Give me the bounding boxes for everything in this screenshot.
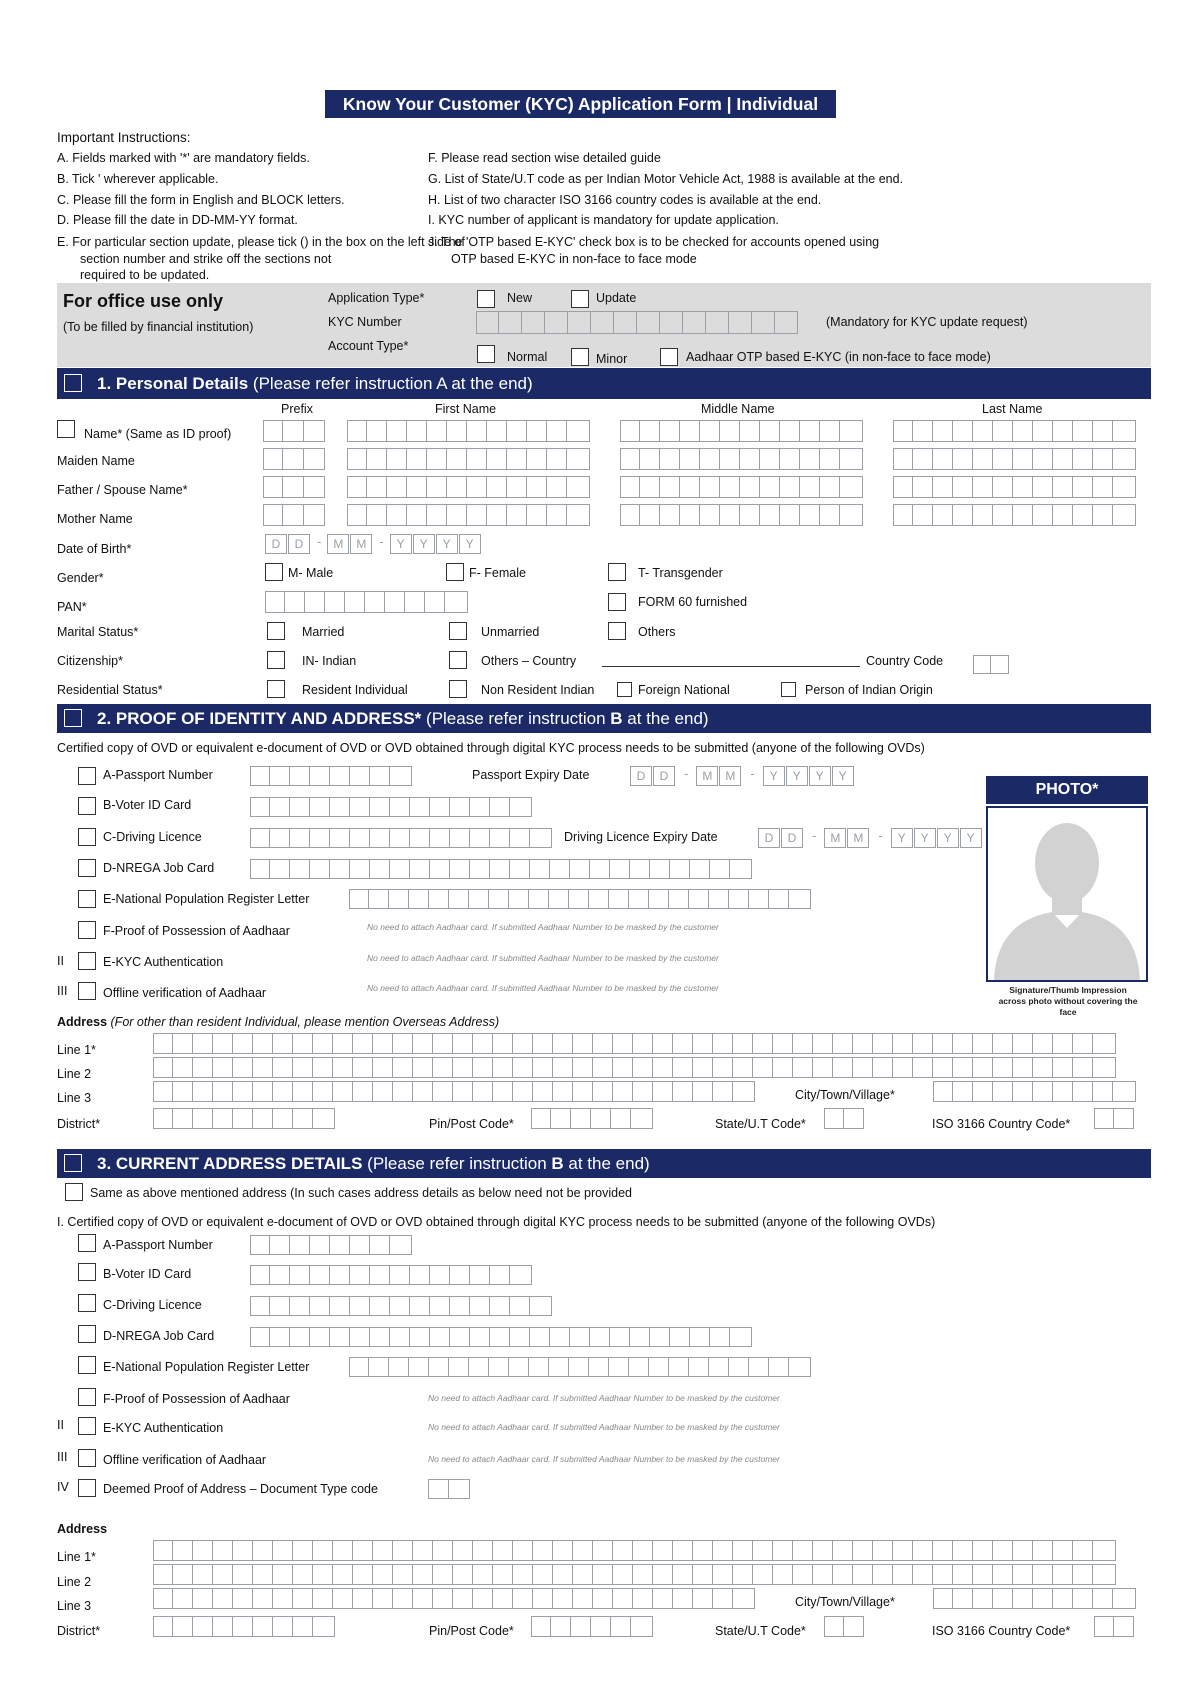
section2-title: 2. PROOF OF IDENTITY AND ADDRESS*: [97, 709, 422, 728]
pio-label: Person of Indian Origin: [805, 683, 933, 697]
npr-checkbox[interactable]: [78, 890, 96, 908]
foreign-national-label: Foreign National: [638, 683, 730, 697]
name-middle-input[interactable]: [620, 420, 863, 442]
instructions-heading: Important Instructions:: [57, 130, 191, 145]
driving-licence-checkbox[interactable]: [78, 828, 96, 846]
driving-licence-input-sec3[interactable]: [250, 1296, 552, 1316]
driving-expiry-day-2: D: [781, 828, 803, 848]
iso-label-sec2: ISO 3166 Country Code*: [932, 1117, 1071, 1131]
npr-input-sec3[interactable]: [349, 1357, 811, 1377]
instruction-e-line2: section number and strike off the sections not: [80, 252, 332, 266]
transgender-label: T- Transgender: [638, 566, 723, 580]
offline-note: No need to attach Aadhaar card. If submitted Aadhaar Number to be masked by the customer: [367, 983, 719, 993]
driving-expiry-input[interactable]: D D - M M - Y Y Y Y: [758, 828, 983, 848]
passport-expiry-year-2: Y: [786, 766, 808, 786]
dob-day-2: D: [288, 534, 310, 554]
pan-label: PAN*: [57, 600, 87, 614]
passport-checkbox-sec3[interactable]: [78, 1234, 96, 1252]
driving-expiry-year-3: Y: [937, 828, 959, 848]
state-label-sec2: State/U.T Code*: [715, 1117, 806, 1131]
others-country-label: Others – Country: [481, 654, 577, 668]
instruction-e: E. For particular section update, please tick () in the box on the left side of: [57, 235, 465, 249]
aadhaar-possession-label-sec3: F-Proof of Possession of Aadhaar: [103, 1392, 290, 1406]
male-checkbox[interactable]: [265, 563, 283, 581]
indian-label: IN- Indian: [302, 654, 357, 668]
aadhaar-possession-label: F-Proof of Possession of Aadhaar: [103, 924, 290, 938]
driving-licence-label-sec3: C-Driving Licence: [103, 1298, 202, 1312]
city-input-sec2[interactable]: [933, 1081, 1136, 1102]
pin-input-sec3[interactable]: [531, 1616, 653, 1637]
roman-iv-label: IV: [57, 1480, 69, 1494]
offline-verification-label: Offline verification of Aadhaar: [103, 986, 267, 1000]
offline-verification-checkbox[interactable]: [78, 982, 96, 1000]
passport-number-input[interactable]: [250, 766, 412, 786]
unmarried-checkbox[interactable]: [449, 622, 467, 640]
section2-note-pre: (Please refer instruction: [426, 709, 611, 728]
kyc-mandatory-note: (Mandatory for KYC update request): [826, 315, 1028, 329]
married-checkbox[interactable]: [267, 622, 285, 640]
mother-first-input[interactable]: [347, 504, 590, 526]
driving-expiry-label: Driving Licence Expiry Date: [564, 830, 718, 844]
section3-note-post: at the end): [563, 1154, 650, 1173]
passport-expiry-year-1: Y: [763, 766, 785, 786]
section1-header: [57, 368, 1151, 399]
col-first-name: First Name: [435, 402, 497, 416]
foreign-national-checkbox[interactable]: [617, 682, 632, 697]
offline-note-sec3: No need to attach Aadhaar card. If submitted Aadhaar Number to be masked by the customer: [428, 1454, 780, 1464]
dob-year-3: Y: [436, 534, 458, 554]
mother-name-label: Mother Name: [57, 512, 133, 526]
voter-id-input-sec3[interactable]: [250, 1265, 532, 1285]
driving-expiry-month-1: M: [824, 828, 846, 848]
maiden-first-input[interactable]: [347, 448, 590, 470]
driving-expiry-year-1: Y: [891, 828, 913, 848]
same-as-above-checkbox[interactable]: [65, 1183, 83, 1201]
line2-label-sec2: Line 2: [57, 1067, 92, 1081]
address-label-sec2: [57, 1015, 499, 1029]
name-prefix-input[interactable]: [263, 420, 325, 442]
pin-label-sec2: Pin/Post Code*: [429, 1117, 514, 1131]
nrega-input-sec3[interactable]: [250, 1327, 752, 1347]
father-first-input[interactable]: [347, 476, 590, 498]
col-prefix: Prefix: [281, 402, 313, 416]
nri-checkbox[interactable]: [449, 680, 467, 698]
aadhaar-possession-note-sec3: No need to attach Aadhaar card. If submitted Aadhaar Number to be masked by the customer: [428, 1393, 780, 1403]
father-spouse-label: Father / Spouse Name*: [57, 483, 188, 497]
ekyc-label: E-KYC Authentication: [103, 955, 224, 969]
normal-checkbox[interactable]: [477, 345, 495, 363]
passport-expiry-month-2: M: [719, 766, 741, 786]
passport-label: A-Passport Number: [103, 768, 213, 782]
residential-status-label: Residential Status*: [57, 683, 163, 697]
section1-title: 1. Personal Details: [97, 374, 249, 393]
state-input-sec3[interactable]: [824, 1616, 864, 1637]
name-first-input[interactable]: [347, 420, 590, 442]
section2-note-b: B: [610, 709, 623, 728]
line1-label-sec2: Line 1*: [57, 1043, 96, 1057]
iso-input-sec2[interactable]: [1094, 1108, 1134, 1129]
col-last-name: Last Name: [982, 402, 1043, 416]
section3-header: [57, 1149, 1151, 1178]
gender-label: Gender*: [57, 571, 104, 585]
npr-checkbox-sec3[interactable]: [78, 1356, 96, 1374]
married-label: Married: [302, 625, 345, 639]
pin-input-sec2[interactable]: [531, 1108, 653, 1129]
marital-status-label: Marital Status*: [57, 625, 139, 639]
kyc-number-label: KYC Number: [328, 315, 402, 329]
update-label: Update: [596, 291, 637, 305]
offline-verification-checkbox-sec3[interactable]: [78, 1449, 96, 1467]
maiden-name-label: Maiden Name: [57, 454, 135, 468]
indian-checkbox[interactable]: [267, 651, 285, 669]
photo-header: PHOTO*: [986, 776, 1148, 804]
npr-label-sec3: E-National Population Register Letter: [103, 1360, 310, 1374]
section3-checkbox[interactable]: [64, 1154, 82, 1172]
offline-verification-label-sec3: Offline verification of Aadhaar: [103, 1453, 267, 1467]
ekyc-note-sec3: No need to attach Aadhaar card. If submitted Aadhaar Number to be masked by the customer: [428, 1422, 780, 1432]
citizenship-label: Citizenship*: [57, 654, 124, 668]
minor-checkbox[interactable]: [571, 348, 589, 366]
line1-label-sec3: Line 1*: [57, 1550, 96, 1564]
aadhaar-possession-note: No need to attach Aadhaar card. If submitted Aadhaar Number to be masked by the customer: [367, 922, 719, 932]
dob-year-4: Y: [459, 534, 481, 554]
section2-header: [57, 704, 1151, 733]
section2-certified: Certified copy of OVD or equivalent e-document of OVD or OVD obtained through digital KYC process needs to be submitted (anyone of the following OVDs): [57, 741, 925, 755]
others-country-checkbox[interactable]: [449, 651, 467, 669]
city-label-sec3: City/Town/Village*: [795, 1595, 895, 1609]
passport-expiry-input[interactable]: D D - M M - Y Y Y Y: [630, 766, 855, 786]
office-heading: For office use only: [63, 291, 224, 311]
dob-month-2: M: [350, 534, 372, 554]
line2-label-sec3: Line 2: [57, 1575, 92, 1589]
aadhaar-otp-label: Aadhaar OTP based E-KYC (in non-face to face mode): [686, 350, 991, 364]
passport-expiry-month-1: M: [696, 766, 718, 786]
instruction-c: C. Please fill the form in English and BLOCK letters.: [57, 193, 345, 207]
form-title: Know Your Customer (KYC) Application Form | Individual: [325, 90, 836, 118]
ekyc-checkbox[interactable]: [78, 952, 96, 970]
line3-label-sec2: Line 3: [57, 1091, 92, 1105]
dob-input[interactable]: D D - M M - Y Y Y Y: [265, 534, 482, 554]
unmarried-label: Unmarried: [481, 625, 540, 639]
voter-id-checkbox[interactable]: [78, 797, 96, 815]
roman-iii-label: III: [57, 984, 68, 998]
pan-input[interactable]: [265, 591, 468, 613]
roman-iii-label-sec3: III: [57, 1450, 68, 1464]
driving-expiry-month-2: M: [847, 828, 869, 848]
section2-checkbox[interactable]: [64, 709, 82, 727]
line2-input-sec3[interactable]: [153, 1564, 1136, 1585]
section3-title: 3. CURRENT ADDRESS DETAILS: [97, 1154, 363, 1173]
marital-others-label: Others: [638, 625, 676, 639]
state-label-sec3: State/U.T Code*: [715, 1624, 806, 1638]
line1-input-sec3[interactable]: [153, 1540, 1136, 1561]
line3-input-sec2[interactable]: [153, 1081, 755, 1102]
iso-label-sec3: ISO 3166 Country Code*: [932, 1624, 1071, 1638]
marital-others-checkbox[interactable]: [608, 622, 626, 640]
maiden-last-input[interactable]: [893, 448, 1136, 470]
section1-note: (Please refer instruction A at the end): [252, 374, 533, 393]
npr-label: E-National Population Register Letter: [103, 892, 310, 906]
instruction-g: G. List of State/U.T code as per Indian Motor Vehicle Act, 1988 is available at the end.: [428, 172, 904, 186]
passport-expiry-year-4: Y: [832, 766, 854, 786]
deemed-poa-label: Deemed Proof of Address – Document Type code: [103, 1482, 378, 1496]
dob-month-1: M: [327, 534, 349, 554]
instruction-i: I. KYC number of applicant is mandatory for update application.: [428, 213, 779, 227]
instruction-b: B. Tick ' wherever applicable.: [57, 172, 219, 186]
passport-expiry-label: Passport Expiry Date: [472, 768, 590, 782]
female-label: F- Female: [469, 566, 526, 580]
male-label: M- Male: [288, 566, 334, 580]
ekyc-checkbox-sec3[interactable]: [78, 1417, 96, 1435]
normal-label: Normal: [507, 350, 548, 364]
photo-caption: Signature/Thumb Impression across photo without covering the face: [998, 985, 1138, 1017]
passport-label-sec3: A-Passport Number: [103, 1238, 213, 1252]
mother-middle-input[interactable]: [620, 504, 863, 526]
instruction-j: J. The 'OTP based E-KYC' check box is to be checked for accounts opened using: [428, 235, 880, 249]
district-label-sec3: District*: [57, 1624, 101, 1638]
nrega-checkbox[interactable]: [78, 859, 96, 877]
form60-checkbox[interactable]: [608, 593, 626, 611]
office-subheading: (To be filled by financial institution): [63, 320, 254, 334]
address-heading-sec2: Address: [57, 1015, 108, 1029]
same-as-above-label: Same as above mentioned address (In such cases address details as below need not be provided: [90, 1186, 632, 1200]
ekyc-label-sec3: E-KYC Authentication: [103, 1421, 224, 1435]
resident-checkbox[interactable]: [267, 680, 285, 698]
aadhaar-possession-checkbox[interactable]: [78, 921, 96, 939]
passport-expiry-day-1: D: [630, 766, 652, 786]
new-checkbox[interactable]: [477, 290, 495, 308]
country-code-label: Country Code: [866, 654, 944, 668]
address-heading-sec3: Address: [57, 1522, 108, 1536]
deemed-poa-checkbox[interactable]: [78, 1479, 96, 1497]
female-checkbox[interactable]: [446, 563, 464, 581]
photo-box[interactable]: [986, 806, 1148, 982]
update-checkbox[interactable]: [571, 290, 589, 308]
maiden-prefix-input[interactable]: [263, 448, 325, 470]
address-note-sec2: (For other than resident Individual, please mention Overseas Address): [110, 1015, 500, 1029]
instruction-a: A. Fields marked with '*' are mandatory fields.: [57, 151, 310, 165]
father-middle-input[interactable]: [620, 476, 863, 498]
section3-note-b: B: [551, 1154, 564, 1173]
driving-expiry-year-4: Y: [960, 828, 982, 848]
district-label-sec2: District*: [57, 1117, 101, 1131]
roman-ii-label-sec3: II: [57, 1418, 64, 1432]
passport-expiry-year-3: Y: [809, 766, 831, 786]
nrega-checkbox-sec3[interactable]: [78, 1325, 96, 1343]
npr-input[interactable]: [349, 889, 811, 909]
section1-checkbox[interactable]: [64, 374, 82, 392]
roman-ii-label: II: [57, 954, 64, 968]
person-silhouette-icon: [988, 808, 1146, 980]
section3-note-pre: (Please refer instruction: [367, 1154, 552, 1173]
line3-label-sec3: Line 3: [57, 1599, 92, 1613]
instruction-h: H. List of two character ISO 3166 country codes is available at the end.: [428, 193, 822, 207]
nri-label: Non Resident Indian: [481, 683, 595, 697]
form60-label: FORM 60 furnished: [638, 595, 748, 609]
instruction-j-line2: OTP based E-KYC in non-face to face mode: [451, 252, 697, 266]
account-type-label: Account Type*: [328, 339, 409, 353]
mother-last-input[interactable]: [893, 504, 1136, 526]
name-label: Name* (Same as ID proof): [84, 427, 232, 441]
col-middle-name: Middle Name: [701, 402, 775, 416]
voter-id-label-sec3: B-Voter ID Card: [103, 1267, 192, 1281]
minor-label: Minor: [596, 352, 628, 366]
city-input-sec3[interactable]: [933, 1588, 1136, 1609]
driving-licence-input[interactable]: [250, 828, 552, 848]
line1-input-sec2[interactable]: [153, 1033, 1136, 1054]
pio-checkbox[interactable]: [781, 682, 796, 697]
section2-note-post: at the end): [622, 709, 709, 728]
iso-input-sec3[interactable]: [1094, 1616, 1134, 1637]
instruction-e-line3: required to be updated.: [80, 268, 210, 282]
ekyc-note: No need to attach Aadhaar card. If submitted Aadhaar Number to be masked by the customer: [367, 953, 719, 963]
voter-id-label: B-Voter ID Card: [103, 798, 192, 812]
deemed-poa-code-input[interactable]: [428, 1479, 470, 1499]
state-input-sec2[interactable]: [824, 1108, 864, 1129]
application-type-label: Application Type*: [328, 291, 425, 305]
section3-certified: I. Certified copy of OVD or equivalent e-document of OVD or OVD obtained through digital KYC process needs to be submitted (anyone of the following OVDs): [57, 1215, 936, 1229]
instruction-d: D. Please fill the date in DD-MM-YY format.: [57, 213, 298, 227]
line2-input-sec2[interactable]: [153, 1057, 1136, 1078]
instruction-f: F. Please read section wise detailed guide: [428, 151, 661, 165]
driving-licence-checkbox-sec3[interactable]: [78, 1294, 96, 1312]
district-input-sec2[interactable]: [153, 1108, 335, 1129]
others-country-input[interactable]: [602, 666, 860, 667]
maiden-middle-input[interactable]: [620, 448, 863, 470]
father-prefix-input[interactable]: [263, 476, 325, 498]
nrega-label-sec3: D-NREGA Job Card: [103, 1329, 215, 1343]
new-label: New: [507, 291, 533, 305]
transgender-checkbox[interactable]: [608, 563, 626, 581]
aadhaar-possession-checkbox-sec3[interactable]: [78, 1388, 96, 1406]
name-last-input[interactable]: [893, 420, 1136, 442]
country-code-input[interactable]: [973, 655, 1009, 674]
voter-id-input[interactable]: [250, 797, 532, 817]
nrega-input[interactable]: [250, 859, 752, 879]
kyc-number-input[interactable]: [476, 311, 798, 334]
nrega-label: D-NREGA Job Card: [103, 861, 215, 875]
dob-day-1: D: [265, 534, 287, 554]
district-input-sec3[interactable]: [153, 1616, 335, 1637]
voter-id-checkbox-sec3[interactable]: [78, 1263, 96, 1281]
resident-label: Resident Individual: [302, 683, 408, 697]
passport-number-input-sec3[interactable]: [250, 1235, 412, 1255]
pin-label-sec3: Pin/Post Code*: [429, 1624, 514, 1638]
aadhaar-otp-checkbox[interactable]: [660, 348, 678, 366]
driving-expiry-day-1: D: [758, 828, 780, 848]
mother-prefix-input[interactable]: [263, 504, 325, 526]
dob-year-1: Y: [390, 534, 412, 554]
name-checkbox[interactable]: [57, 420, 75, 438]
city-label-sec2: City/Town/Village*: [795, 1088, 895, 1102]
passport-checkbox[interactable]: [78, 767, 96, 785]
line3-input-sec3[interactable]: [153, 1588, 755, 1609]
father-last-input[interactable]: [893, 476, 1136, 498]
passport-expiry-day-2: D: [653, 766, 675, 786]
driving-licence-label: C-Driving Licence: [103, 830, 202, 844]
driving-expiry-year-2: Y: [914, 828, 936, 848]
dob-label: Date of Birth*: [57, 542, 132, 556]
dob-year-2: Y: [413, 534, 435, 554]
